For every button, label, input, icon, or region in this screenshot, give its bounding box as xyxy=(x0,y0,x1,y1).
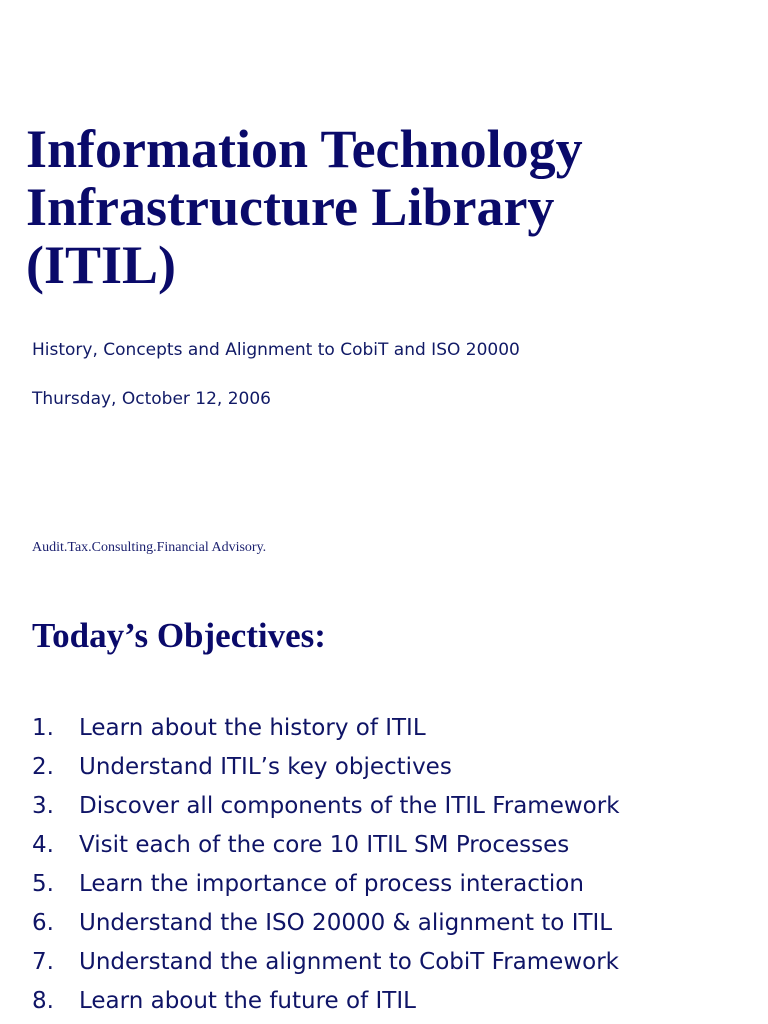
objective-number: 2. xyxy=(32,754,54,780)
objective-number: 8. xyxy=(32,988,54,1014)
document-title xyxy=(26,120,756,294)
title-line-2: Infrastructure Library xyxy=(26,177,555,237)
objective-item xyxy=(32,748,620,787)
objective-item xyxy=(32,826,620,865)
objective-number: 4. xyxy=(32,832,54,858)
objective-item xyxy=(32,943,620,982)
objective-text: Discover all components of the ITIL Framework xyxy=(79,793,620,819)
objective-text: Understand the alignment to CobiT Framework xyxy=(79,949,619,975)
objective-item xyxy=(32,709,620,748)
objective-item xyxy=(32,904,620,943)
objective-number: 7. xyxy=(32,949,54,975)
objective-text: Learn about the history of ITIL xyxy=(79,715,426,741)
objective-text: Learn the importance of process interaction xyxy=(79,871,584,897)
company-tagline: Audit.Tax.Consulting.Financial Advisory. xyxy=(32,540,267,555)
document-date: Thursday, October 12, 2006 xyxy=(32,389,271,409)
objective-text: Understand ITIL’s key objectives xyxy=(79,754,452,780)
objectives-list xyxy=(32,709,620,1021)
objective-number: 6. xyxy=(32,910,54,936)
objective-text: Understand the ISO 20000 & alignment to ITIL xyxy=(79,910,613,936)
title-line-1: Information Technology xyxy=(26,119,583,179)
objective-text: Learn about the future of ITIL xyxy=(79,988,416,1014)
objective-text: Visit each of the core 10 ITIL SM Processes xyxy=(79,832,570,858)
objective-number: 5. xyxy=(32,871,54,897)
objective-item xyxy=(32,865,620,904)
objective-number: 1. xyxy=(32,715,54,741)
objective-item xyxy=(32,982,620,1021)
objective-item xyxy=(32,787,620,826)
objectives-heading: Today’s Objectives: xyxy=(32,616,326,655)
document-subtitle: History, Concepts and Alignment to CobiT and ISO 20000 xyxy=(32,340,520,360)
objective-number: 3. xyxy=(32,793,54,819)
title-line-3: (ITIL) xyxy=(26,235,177,295)
